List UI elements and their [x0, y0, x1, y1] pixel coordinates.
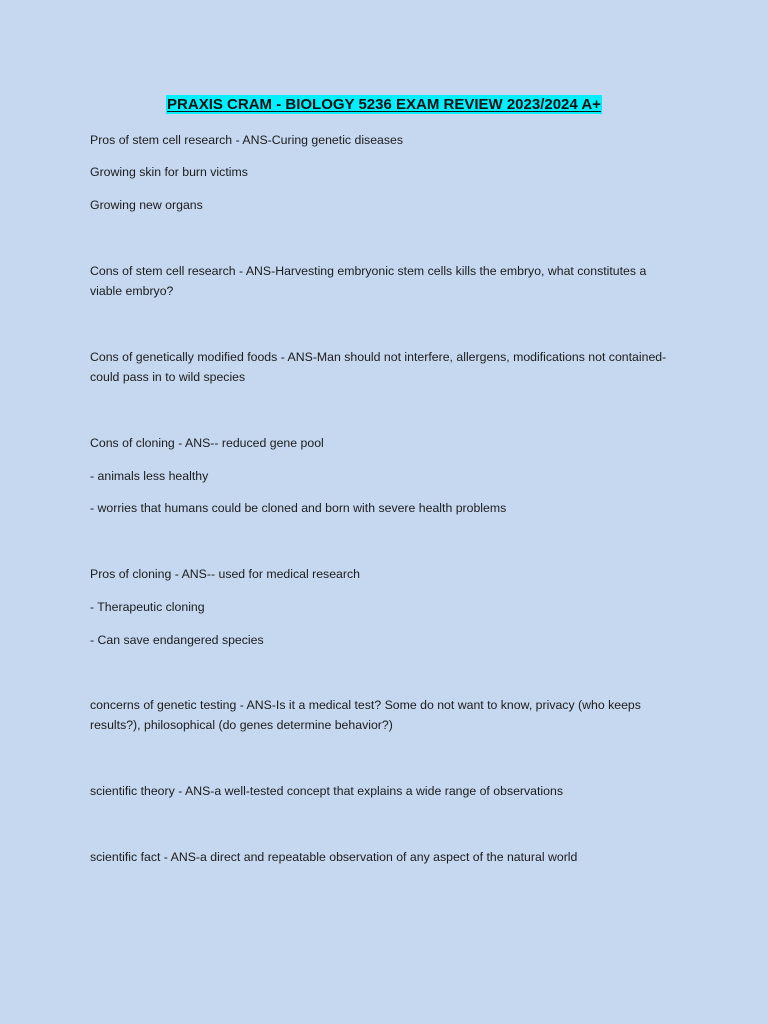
entry-stem-cell-cons: Cons of stem cell research - ANS-Harvesting embryonic stem cells kills the embryo, what constitutes a viable embryo?	[90, 264, 647, 298]
entry-cloning-pros: Pros of cloning - ANS-- used for medical research	[90, 567, 360, 581]
entry-cloning-cons: Cons of cloning - ANS-- reduced gene pool	[90, 436, 324, 450]
title-container	[0, 95, 768, 114]
entry-genetic-testing-concerns: concerns of genetic testing - ANS-Is it a medical test? Some do not want to know, privacy (who keeps results?), philosophical (do genes determine behavior?)	[90, 698, 641, 732]
entry-gmo-cons: Cons of genetically modified foods - ANS-Man should not interfere, allergens, modifications not contained-could pass in to wild species	[90, 350, 667, 384]
entry-scientific-theory: scientific theory - ANS-a well-tested concept that explains a wide range of observations	[90, 784, 563, 798]
entry-animals-less-healthy: - animals less healthy	[90, 469, 209, 483]
entry-human-cloning-worries: - worries that humans could be cloned and born with severe health problems	[90, 501, 507, 515]
document-title: PRAXIS CRAM - BIOLOGY 5236 EXAM REVIEW 2023/2024 A+	[167, 96, 601, 113]
entry-therapeutic-cloning: - Therapeutic cloning	[90, 600, 205, 614]
entry-endangered-species: - Can save endangered species	[90, 633, 264, 647]
entry-scientific-fact: scientific fact - ANS-a direct and repeatable observation of any aspect of the natural world	[90, 850, 578, 864]
entry-stem-cell-pros: Pros of stem cell research - ANS-Curing genetic diseases	[90, 133, 404, 147]
entry-new-organs: Growing new organs	[90, 198, 203, 212]
entry-burn-victims: Growing skin for burn victims	[90, 165, 248, 179]
